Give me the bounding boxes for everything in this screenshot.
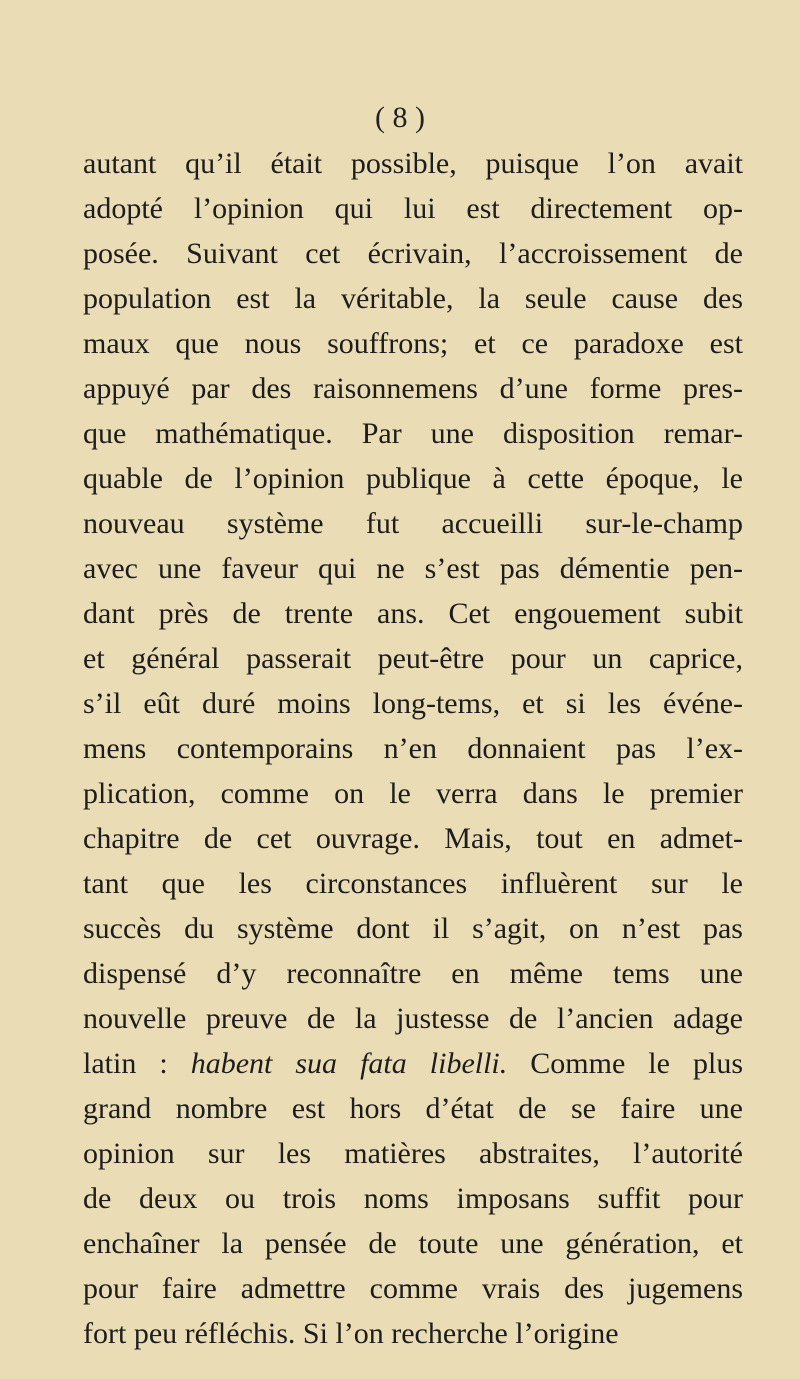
text-line: s’il eût duré moins long-tems, et si les événe-: [83, 687, 743, 720]
text-line: plication, comme on le verra dans le premier: [83, 777, 743, 810]
text-line: opinion sur les matières abstraites, l’autorité: [83, 1137, 743, 1170]
text-line: de deux ou trois noms imposans suffit pour: [83, 1182, 743, 1215]
text-line: posée. Suivant cet écrivain, l’accroissement de: [83, 237, 743, 270]
text-line: tant que les circonstances influèrent sur le: [83, 867, 743, 900]
text-line: mens contemporains n’en donnaient pas l’ex-: [83, 732, 743, 765]
text-line-latin-quote: [83, 1041, 743, 1086]
text-line: fort peu réfléchis. Si l’on recherche l’origine: [83, 1317, 619, 1350]
body-text: [83, 141, 743, 1356]
text-line: appuyé par des raisonnemens d’une forme pres-: [83, 372, 743, 405]
line-after: Comme le plus: [507, 1047, 743, 1080]
page-number: ( 8 ): [375, 101, 425, 134]
text-line: chapitre de cet ouvrage. Mais, tout en admet-: [83, 822, 743, 855]
text-line: population est la véritable, la seule cause des: [83, 282, 743, 315]
text-line: nouveau système fut accueilli sur-le-champ: [83, 507, 743, 540]
text-line: grand nombre est hors d’état de se faire une: [83, 1092, 743, 1125]
text-line: maux que nous souffrons; et ce paradoxe est: [83, 327, 743, 360]
text-line: quable de l’opinion publique à cette époque, le: [83, 462, 743, 495]
text-line: enchaîner la pensée de toute une génération, et: [83, 1227, 743, 1260]
text-line: avec une faveur qui ne s’est pas démentie pen-: [83, 552, 743, 585]
text-line: autant qu’il était possible, puisque l’on avait: [83, 147, 743, 180]
text-line: dant près de trente ans. Cet engouement subit: [83, 597, 743, 630]
text-line: nouvelle preuve de la justesse de l’ancien adage: [83, 1002, 743, 1035]
text-line: pour faire admettre comme vrais des jugemens: [83, 1272, 743, 1305]
latin-adage: habent sua fata libelli.: [190, 1047, 508, 1080]
text-line: que mathématique. Par une disposition remar-: [83, 417, 743, 450]
line-before: latin :: [83, 1047, 191, 1080]
text-line: succès du système dont il s’agit, on n’est pas: [83, 912, 743, 945]
text-line: dispensé d’y reconnaître en même tems une: [83, 957, 743, 990]
text-line: adopté l’opinion qui lui est directement op-: [83, 192, 743, 225]
text-line: et général passerait peut-être pour un caprice,: [83, 642, 743, 675]
